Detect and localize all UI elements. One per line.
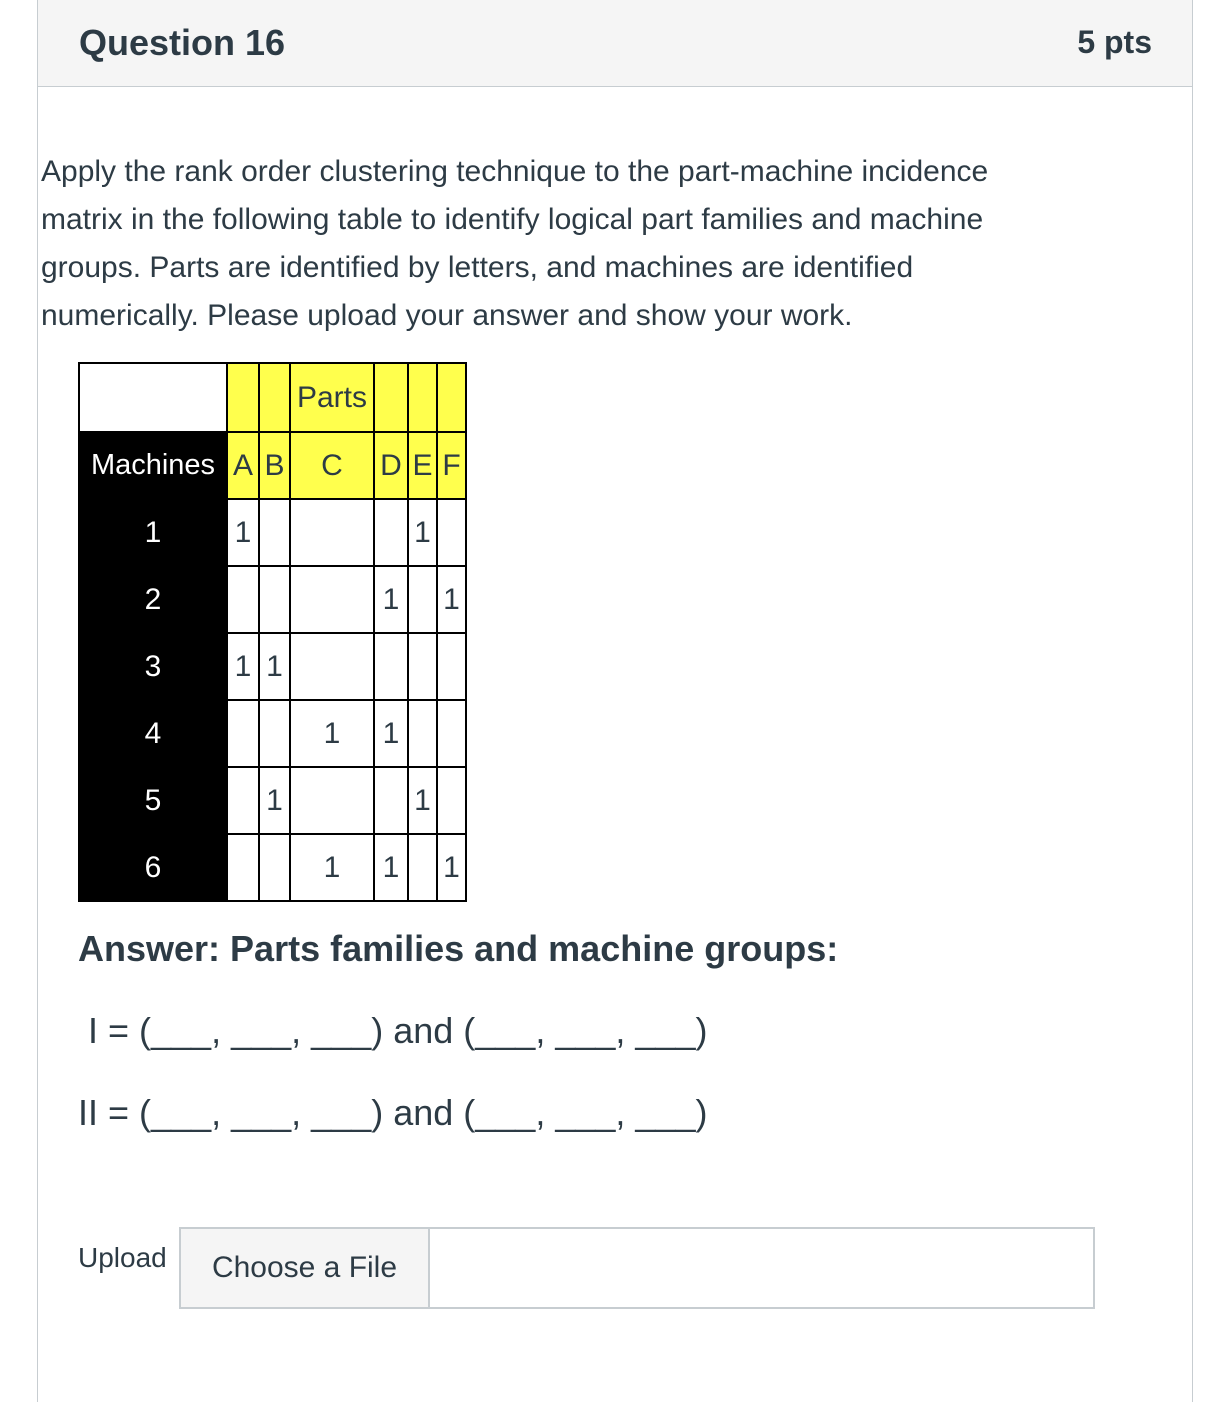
matrix-cell [259, 834, 290, 901]
part-label: C [290, 432, 374, 499]
matrix-cell: 1 [227, 633, 259, 700]
matrix-cell: 1 [290, 700, 374, 767]
answer-line-1: I = (___, ___, ___) and (___, ___, ___) [88, 1010, 708, 1051]
matrix-cell [374, 499, 408, 566]
parts-header: Parts [290, 363, 374, 432]
machine-label: 2 [79, 566, 227, 633]
matrix-cell [227, 834, 259, 901]
matrix-cell [437, 499, 466, 566]
matrix-cell: 1 [374, 566, 408, 633]
matrix-cell: 1 [290, 834, 374, 901]
matrix-cell [408, 566, 437, 633]
part-label: F [437, 432, 466, 499]
matrix-cell [259, 700, 290, 767]
matrix-cell [290, 499, 374, 566]
matrix-cell: 1 [374, 700, 408, 767]
incidence-matrix [78, 362, 467, 902]
question-header [38, 0, 1192, 87]
answer-title: Answer: Parts families and machine groups: [78, 928, 839, 969]
part-label: B [259, 432, 290, 499]
file-upload-field[interactable] [179, 1227, 1095, 1309]
matrix-cell: 1 [259, 633, 290, 700]
part-label: D [374, 432, 408, 499]
choose-file-button[interactable]: Choose a File [181, 1229, 430, 1307]
matrix-cell: 1 [437, 834, 466, 901]
question-text: Apply the rank order clustering technique to the part-machine incidence matrix in the following table to identify logical part families and machine groups. Parts are identified by letters, and machines are identified numerically. Please upload your answer and show your work. [41, 155, 989, 332]
matrix-cell [437, 767, 466, 834]
matrix-row [79, 834, 466, 901]
matrix-cell [227, 700, 259, 767]
matrix-cell [259, 499, 290, 566]
matrix-cell [408, 700, 437, 767]
machine-label: 1 [79, 499, 227, 566]
matrix-cell [290, 767, 374, 834]
matrix-cell: 1 [408, 499, 437, 566]
machine-label: 5 [79, 767, 227, 834]
matrix-cell [437, 633, 466, 700]
machine-label: 6 [79, 834, 227, 901]
corner-cell [79, 363, 227, 432]
matrix-cell [259, 566, 290, 633]
matrix-body [79, 499, 466, 901]
matrix-cell [437, 700, 466, 767]
question-title: Question 16 [79, 22, 286, 63]
matrix-row [79, 767, 466, 834]
machine-label: 3 [79, 633, 227, 700]
part-label: A [227, 432, 259, 499]
matrix-cell [374, 633, 408, 700]
machines-header: Machines [79, 432, 227, 499]
matrix-row [79, 700, 466, 767]
question-points: 5 pts [1077, 24, 1152, 60]
matrix-cell [408, 633, 437, 700]
matrix-cell: 1 [227, 499, 259, 566]
matrix-cell: 1 [259, 767, 290, 834]
matrix-cell: 1 [437, 566, 466, 633]
matrix-cell [227, 566, 259, 633]
matrix-cell [290, 633, 374, 700]
matrix-cell: 1 [374, 834, 408, 901]
answer-line-2: II = (___, ___, ___) and (___, ___, ___) [78, 1092, 708, 1133]
matrix-cell [290, 566, 374, 633]
matrix-cell [374, 767, 408, 834]
machine-label: 4 [79, 700, 227, 767]
upload-label: Upload [78, 1242, 167, 1273]
matrix-cell: 1 [408, 767, 437, 834]
part-label: E [408, 432, 437, 499]
matrix-row [79, 633, 466, 700]
matrix-row [79, 566, 466, 633]
matrix-cell [408, 834, 437, 901]
matrix-row [79, 499, 466, 566]
matrix-cell [227, 767, 259, 834]
